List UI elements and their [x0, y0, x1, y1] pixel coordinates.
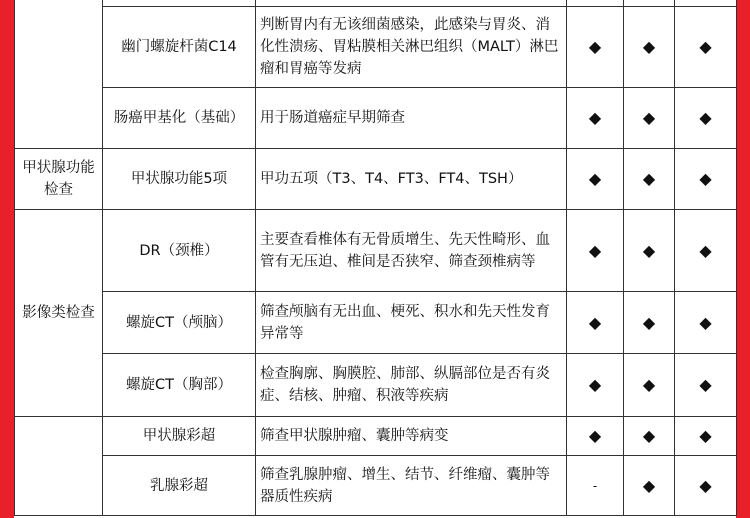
mark-cell: ◆ — [675, 210, 737, 292]
mark-cell: ◆ — [675, 354, 737, 417]
mark-cell: ◆ — [624, 354, 675, 417]
item-cell: 甲状腺彩超 — [103, 417, 256, 456]
desc-cell: 筛查颅脑有无出血、梗死、积水和先天性发育异常等 — [256, 292, 567, 354]
desc-cell: 用于肠道癌症早期筛查 — [256, 88, 567, 149]
mark-cell: ◆ — [567, 88, 624, 149]
table-row — [15, 456, 737, 516]
table-row — [15, 88, 737, 149]
checkup-table — [14, 0, 737, 516]
mark-cell: ◆ — [567, 292, 624, 354]
item-cell: 螺旋CT（颅脑） — [103, 292, 256, 354]
table-row — [15, 7, 737, 88]
category-cell — [15, 417, 103, 516]
mark-cell: ◆ — [675, 292, 737, 354]
mark-cell: ◆ — [624, 88, 675, 149]
desc-cell: 判断胃内有无该细菌感染，此感染与胃炎、消化性溃疡、胃粘膜相关淋巴组织（MALT）淋巴瘤和胃癌等发病 — [256, 7, 567, 88]
table-row — [15, 354, 737, 417]
mark-cell: ◆ — [567, 210, 624, 292]
category-cell — [15, 0, 103, 149]
item-cell: 肠癌甲基化（基础） — [103, 88, 256, 149]
mark-cell: ◆ — [624, 210, 675, 292]
desc-cell: 筛查甲状腺肿瘤、囊肿等病变 — [256, 417, 567, 456]
mark-cell: ◆ — [675, 417, 737, 456]
category-cell: 影像类检查 — [15, 210, 103, 417]
desc-cell: 主要查看椎体有无骨质增生、先天性畸形、血管有无压迫、椎间是否狭窄、筛查颈椎病等 — [256, 210, 567, 292]
mark-cell: ◆ — [675, 88, 737, 149]
mark-cell: ◆ — [567, 149, 624, 210]
category-cell: 甲状腺功能检查 — [15, 149, 103, 210]
item-cell: 甲状腺功能5项 — [103, 149, 256, 210]
mark-cell: ◆ — [624, 292, 675, 354]
item-cell: 乳腺彩超 — [103, 456, 256, 516]
mark-cell: ◆ — [567, 354, 624, 417]
desc-cell: 甲功五项（T3、T4、FT3、FT4、TSH） — [256, 149, 567, 210]
package-sheet — [14, 0, 736, 518]
item-cell: 螺旋CT（胸部） — [103, 354, 256, 417]
mark-cell: ◆ — [624, 149, 675, 210]
mark-cell: ◆ — [567, 7, 624, 88]
table-row — [15, 292, 737, 354]
mark-cell: ◆ — [624, 417, 675, 456]
mark-cell: ◆ — [624, 456, 675, 516]
mark-cell: ◆ — [675, 456, 737, 516]
mark-cell: ◆ — [567, 417, 624, 456]
table-row — [15, 210, 737, 292]
table-row — [15, 149, 737, 210]
desc-cell: 筛查乳腺肿瘤、增生、结节、纤维瘤、囊肿等器质性疾病 — [256, 456, 567, 516]
mark-cell: ◆ — [675, 149, 737, 210]
table-row — [15, 417, 737, 456]
item-cell: DR（颈椎） — [103, 210, 256, 292]
mark-cell: - — [567, 456, 624, 516]
mark-cell: ◆ — [624, 7, 675, 88]
mark-cell: ◆ — [675, 7, 737, 88]
desc-cell: 检查胸廓、胸膜腔、肺部、纵膈部位是否有炎症、结核、肿瘤、积液等疾病 — [256, 354, 567, 417]
item-cell: 幽门螺旋杆菌C14 — [103, 7, 256, 88]
